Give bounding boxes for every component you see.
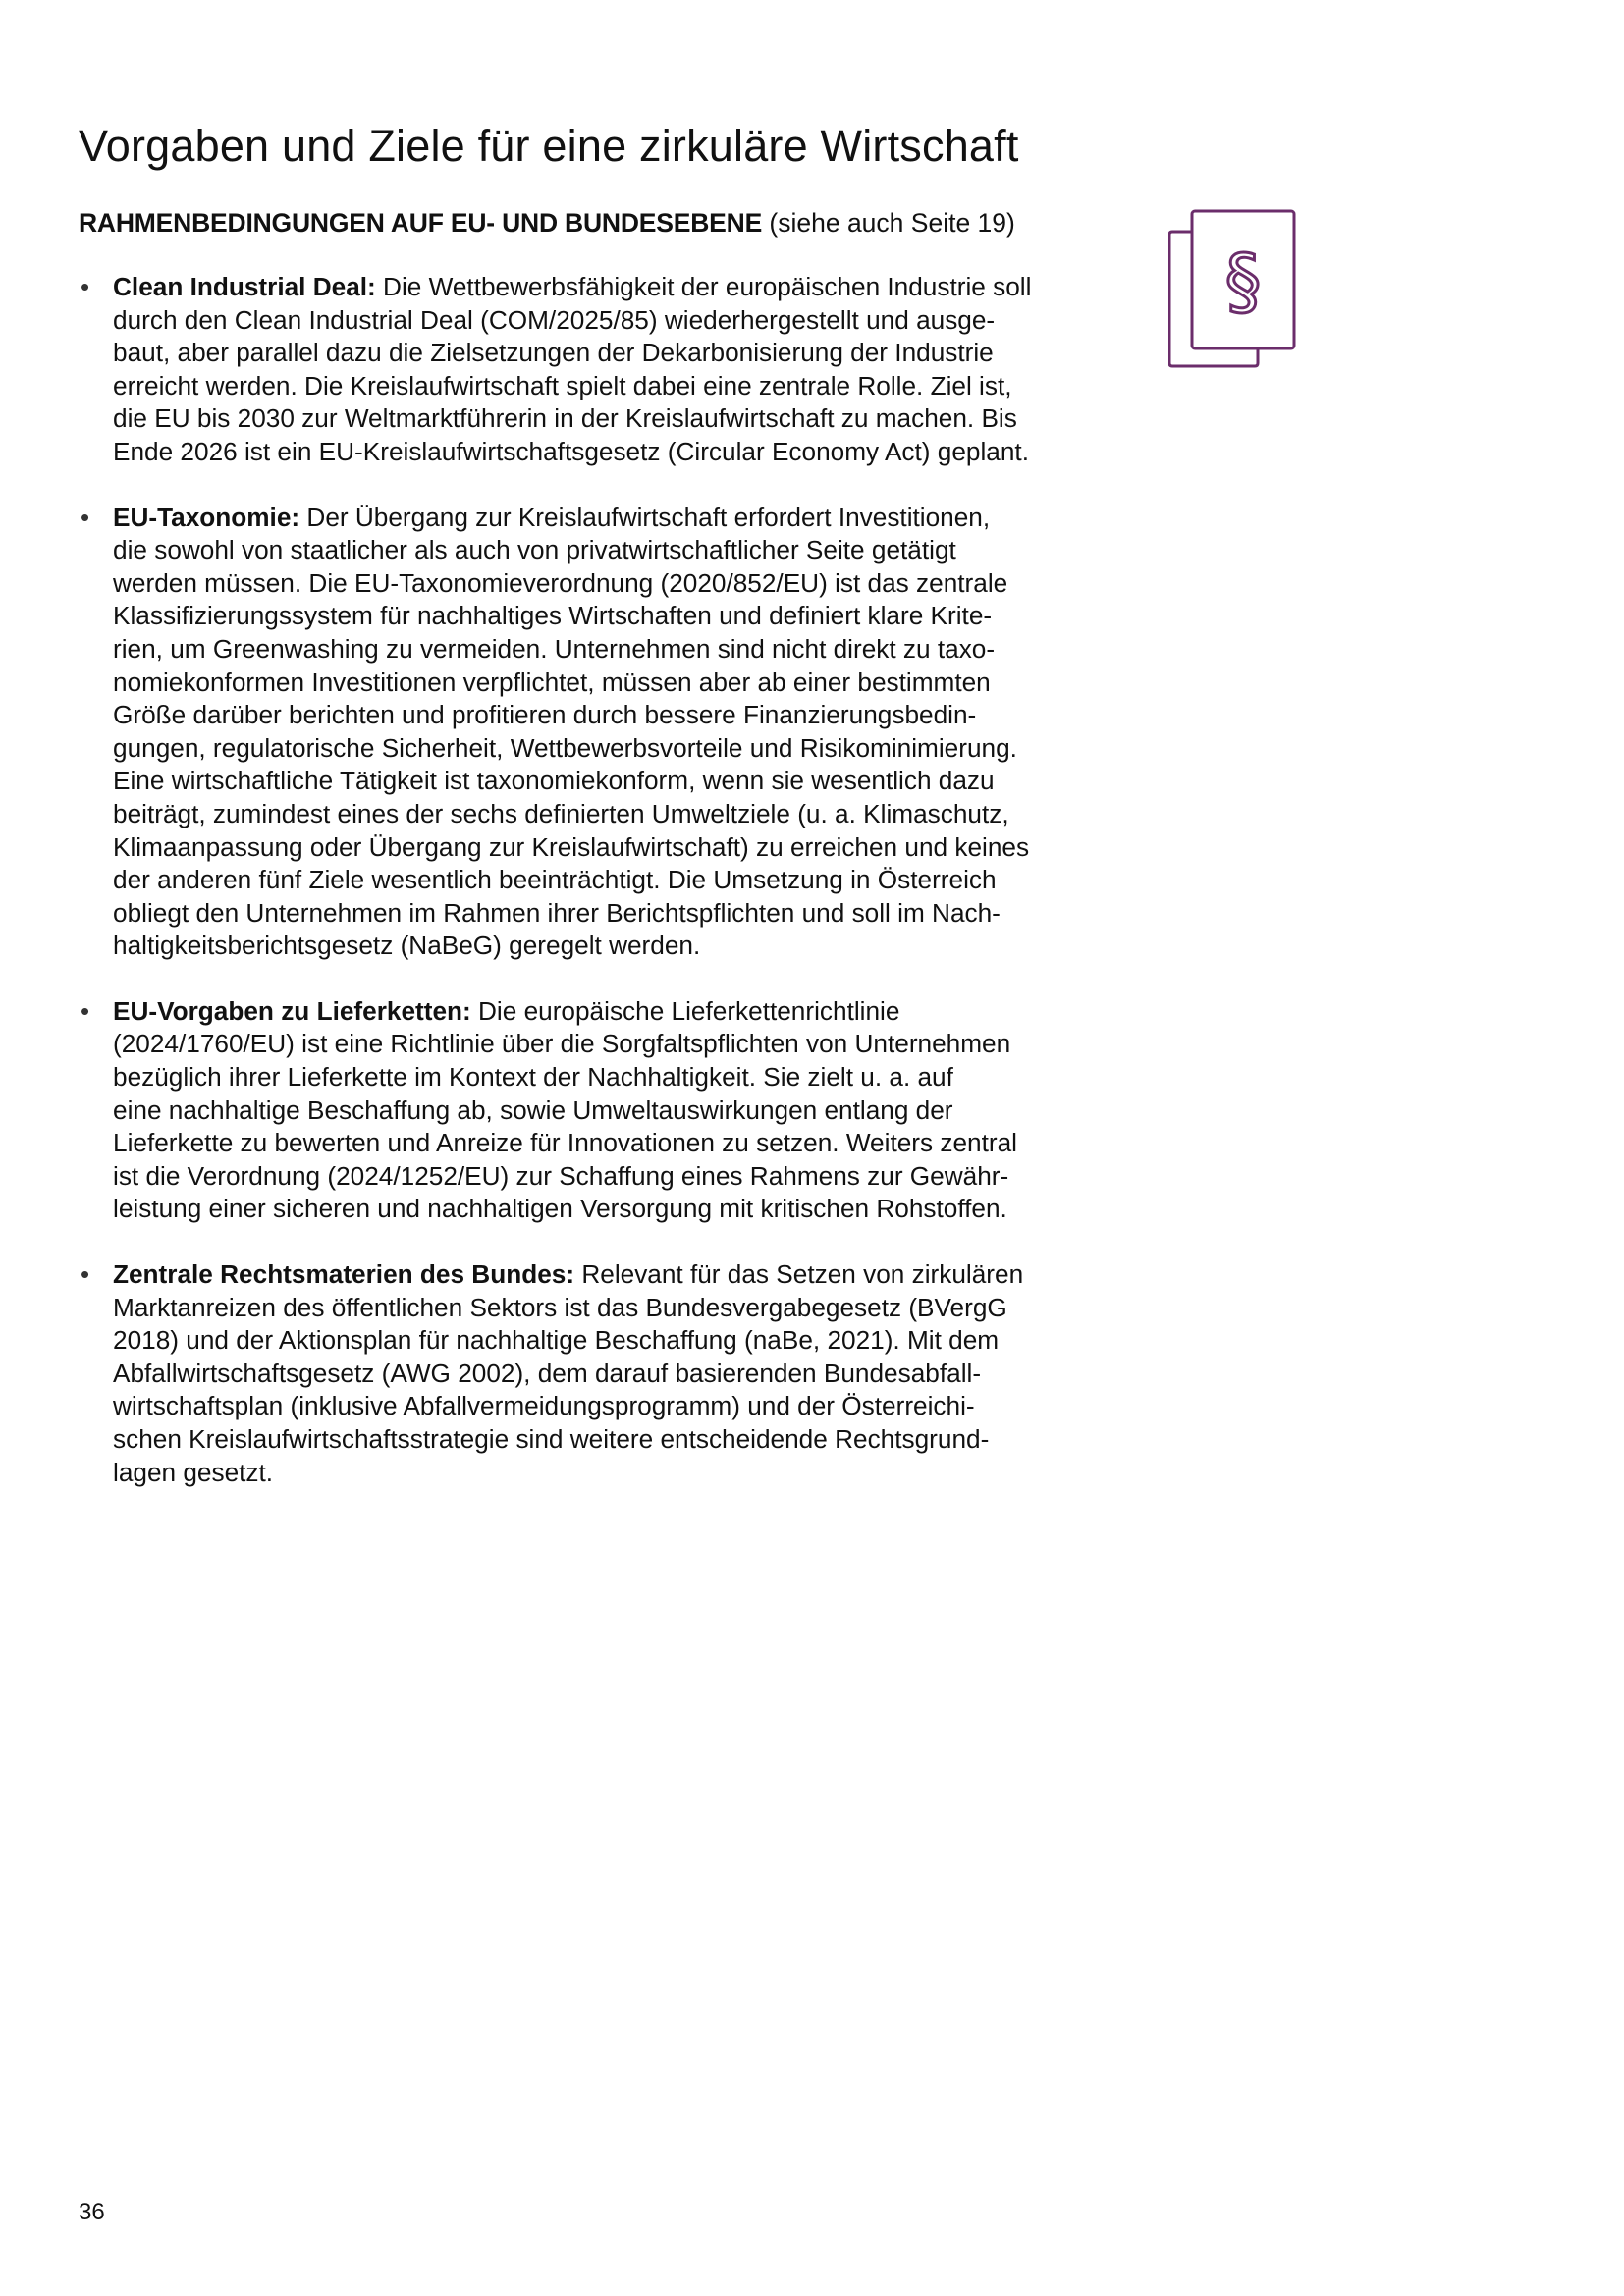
bullet-dot: • — [81, 1259, 90, 1290]
bullet-line: Lieferkette zu bewerten und Anreize für Innovationen zu setzen. Weiters zentral — [113, 1128, 1017, 1158]
list-item — [79, 1258, 1139, 1489]
bullet-line: der anderen fünf Ziele wesentlich beeinträchtigt. Die Umsetzung in Österreich — [113, 865, 997, 895]
bullet-line: wirtschaftsplan (inklusive Abfallvermeidungsprogramm) und der Österreichi- — [113, 1391, 975, 1421]
section-heading — [79, 206, 1015, 240]
bullet-line: werden müssen. Die EU-Taxonomieverordnung (2020/852/EU) ist das zentrale — [113, 567, 1008, 598]
bullet-line: 2018) und der Aktionsplan für nachhaltige Beschaffung (naBe, 2021). Mit dem — [113, 1325, 1000, 1356]
bullet-dot: • — [81, 995, 90, 1026]
paragraph-symbol: § — [1224, 240, 1262, 324]
bullet-list — [79, 271, 1139, 1522]
bullet-line: Ende 2026 ist ein EU-Kreislaufwirtschaftsgesetz (Circular Economy Act) geplant. — [113, 436, 1029, 466]
bullet-line: Eine wirtschaftliche Tätigkeit ist taxonomiekonform, wenn sie wesentlich dazu — [113, 766, 995, 796]
bullet-line: Größe darüber berichten und profitieren durch bessere Finanzierungsbedin- — [113, 700, 977, 730]
page-number: 36 — [79, 2199, 105, 2225]
bullet-line: lagen gesetzt. — [113, 1457, 274, 1487]
list-item — [79, 995, 1139, 1226]
list-item — [79, 502, 1139, 963]
bullet-line: beiträgt, zumindest eines der sechs definierten Umweltziele (u. a. Klimaschutz, — [113, 798, 1009, 828]
bullet-text: Der Übergang zur Kreislaufwirtschaft erfordert Investitionen, — [299, 502, 991, 532]
bullet-line: baut, aber parallel dazu die Zielsetzungen der Dekarbonisierung der Industrie — [113, 338, 994, 368]
bullet-line: eine nachhaltige Beschaffung ab, sowie Umweltauswirkungen entlang der — [113, 1095, 953, 1125]
list-item — [79, 271, 1139, 469]
bullet-line: bezüglich ihrer Lieferkette im Kontext der Nachhaltigkeit. Sie zielt u. a. auf — [113, 1062, 953, 1093]
bullet-line: rien, um Greenwashing zu vermeiden. Unternehmen sind nicht direkt zu taxo- — [113, 633, 996, 664]
bullet-line: haltigkeitsberichtsgesetz (NaBeG) geregelt werden. — [113, 931, 701, 961]
bullet-line: ist die Verordnung (2024/1252/EU) zur Schaffung eines Rahmens zur Gewähr- — [113, 1160, 1009, 1191]
bullet-label: EU-Taxonomie: — [113, 502, 300, 532]
bullet-line: nomiekonformen Investitionen verpflichtet, müssen aber ab einer bestimmten — [113, 667, 991, 697]
page-title: Vorgaben und Ziele für eine zirkuläre Wirtschaft — [79, 121, 1019, 171]
bullet-label: EU-Vorgaben zu Lieferketten: — [113, 995, 471, 1026]
bullet-line: Marktanreizen des öffentlichen Sektors ist das Bundesvergabegesetz (BVergG — [113, 1292, 1007, 1322]
bullet-line: gungen, regulatorische Sicherheit, Wettbewerbsvorteile und Risikominimierung. — [113, 732, 1017, 763]
section-heading-strong: RAHMENBEDINGUNGEN AUF EU- UND BUNDESEBENE — [79, 208, 763, 238]
bullet-label: Zentrale Rechtsmaterien des Bundes: — [113, 1259, 575, 1290]
bullet-line — [113, 271, 1139, 304]
paragraph-law-icon — [1168, 208, 1296, 370]
bullet-text: Relevant für das Setzen von zirkulären — [574, 1259, 1024, 1290]
bullet-line: die EU bis 2030 zur Weltmarktführerin in der Kreislaufwirtschaft zu machen. Bis — [113, 403, 1017, 434]
bullet-line: (2024/1760/EU) ist eine Richtlinie über die Sorgfaltspflichten von Unternehmen — [113, 1029, 1011, 1059]
bullet-dot: • — [81, 272, 90, 301]
bullet-dot: • — [81, 502, 90, 532]
bullet-line — [113, 995, 1139, 1029]
bullet-line: Abfallwirtschaftsgesetz (AWG 2002), dem darauf basierenden Bundesabfall- — [113, 1358, 982, 1388]
section-heading-note: (siehe auch Seite 19) — [762, 208, 1015, 238]
bullet-line: Klimaanpassung oder Übergang zur Kreislaufwirtschaft) zu erreichen und keines — [113, 831, 1030, 862]
bullet-line: Klassifizierungssystem für nachhaltiges Wirtschaften und definiert klare Krite- — [113, 601, 993, 631]
bullet-text: Die europäische Lieferkettenrichtlinie — [470, 995, 900, 1026]
bullet-line: die sowohl von staatlicher als auch von privatwirtschaftlicher Seite getätigt — [113, 535, 956, 565]
bullet-line — [113, 502, 1139, 535]
bullet-line: durch den Clean Industrial Deal (COM/2025/85) wiederhergestellt und ausge- — [113, 304, 996, 335]
bullet-line: obliegt den Unternehmen im Rahmen ihrer Berichtspflichten und soll im Nach- — [113, 897, 1001, 928]
bullet-text: Die Wettbewerbsfähigkeit der europäischen Industrie soll — [375, 272, 1032, 301]
bullet-line: schen Kreislaufwirtschaftsstrategie sind weitere entscheidende Rechtsgrund- — [113, 1424, 990, 1454]
bullet-line — [113, 1258, 1139, 1292]
bullet-line: erreicht werden. Die Kreislaufwirtschaft spielt dabei eine zentrale Rolle. Ziel ist, — [113, 370, 1012, 400]
bullet-line: leistung einer sicheren und nachhaltigen Versorgung mit kritischen Rohstoffen. — [113, 1194, 1007, 1224]
bullet-label: Clean Industrial Deal: — [113, 272, 376, 301]
